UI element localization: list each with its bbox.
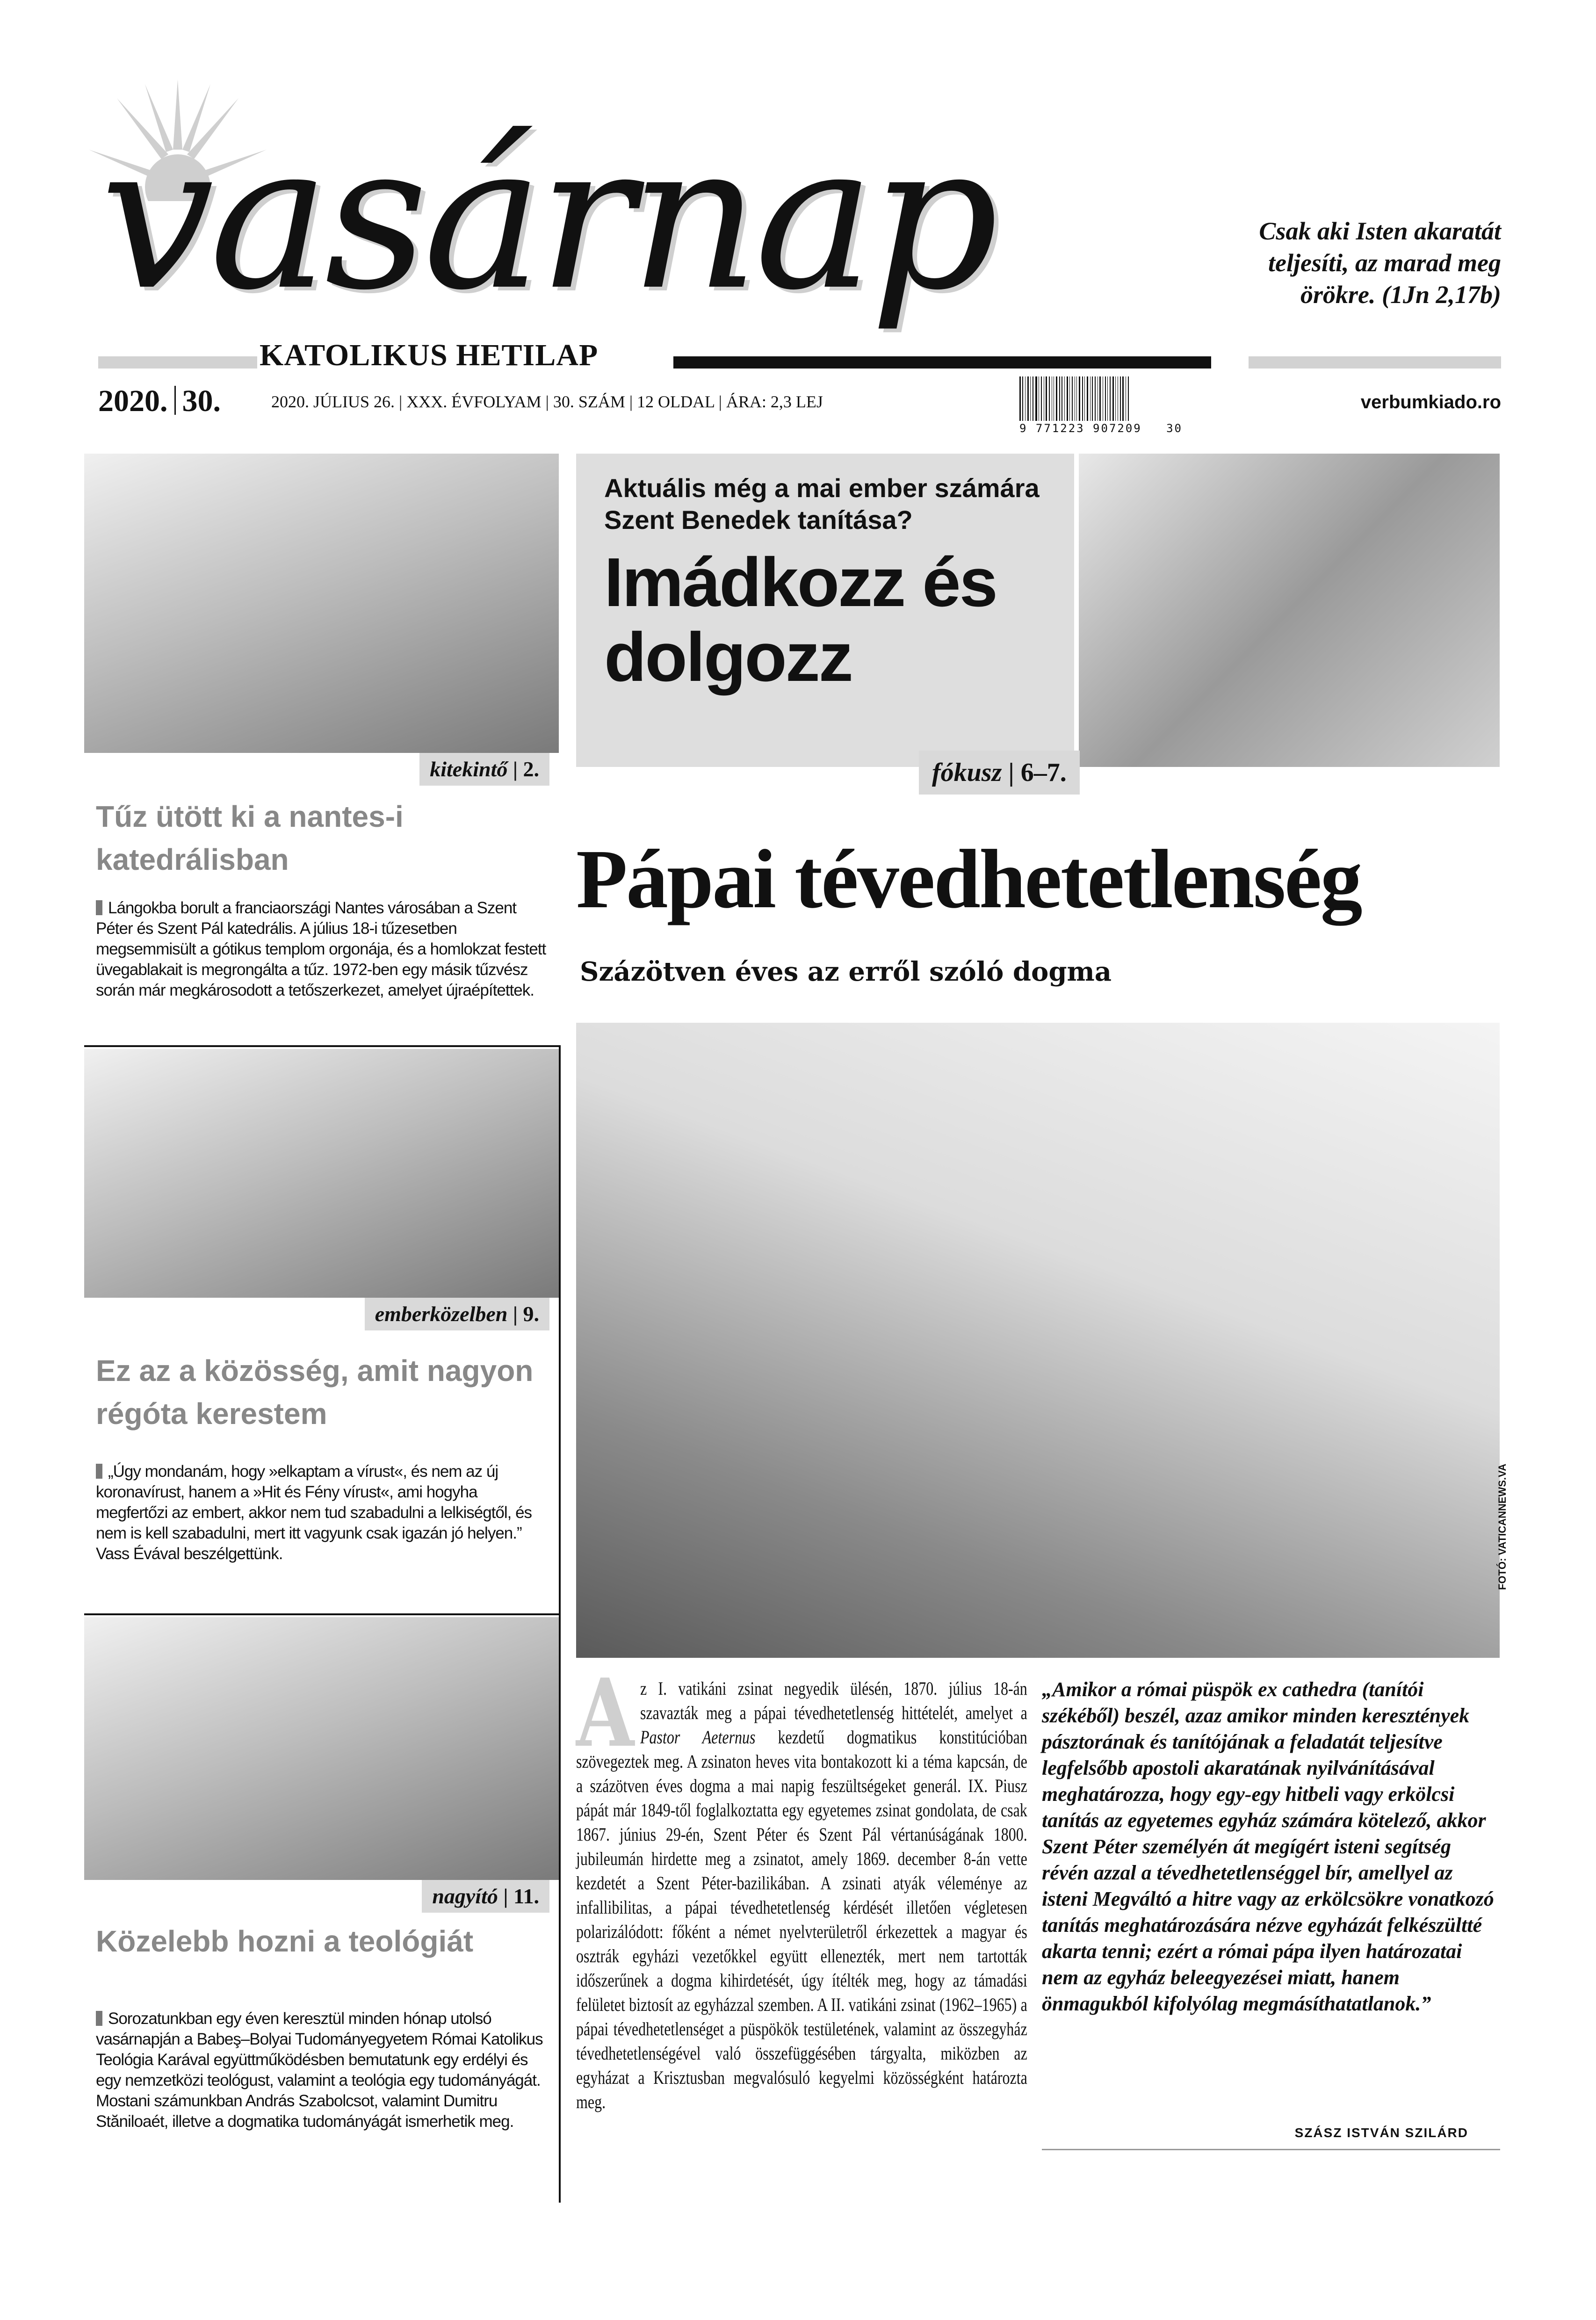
divider bbox=[1042, 2149, 1500, 2150]
barcode-bar bbox=[1059, 376, 1060, 421]
saint-peter-statue-photo bbox=[576, 1023, 1500, 1658]
section-tag: emberközelben | 9. bbox=[365, 1298, 549, 1330]
barcode-bar bbox=[1019, 376, 1021, 421]
cathedral-fire-photo bbox=[84, 454, 559, 753]
divider bbox=[98, 356, 257, 369]
barcode-bar bbox=[1115, 376, 1116, 421]
section-tag: kitekintő | 2. bbox=[419, 753, 549, 786]
barcode-bar bbox=[1122, 376, 1124, 421]
focus-headline[interactable]: Imádkozz és dolgozz bbox=[604, 544, 997, 696]
barcode-bar bbox=[1084, 376, 1085, 421]
barcode-bar bbox=[1110, 376, 1111, 421]
section-tag: fókusz | 6–7. bbox=[919, 751, 1080, 795]
barcode-number: 9 771223 907209 30 bbox=[1019, 422, 1183, 435]
barcode-bar bbox=[1092, 376, 1093, 421]
barcode-bar bbox=[1087, 376, 1088, 421]
article-body: Az I. vatikáni zsinat negyedik ülésén, 1870. július 18-án szavazták meg a pápai tévedhetetlenség hittételét, amelyet a Pastor Aeternus kezdetű dogmatikus konstitúcióban szövegeztek meg. A zsinaton heves vita bontakozott ki a téma kapcsán, de a százötven éves dogma a mai napig feszültségeket generál. IX. Piusz pápát már 1849-től foglalkoztatta egy egyetemes zsinat gondolata, de csak 1867. június 29-én, Szent Péter és Szent Pál vértanúságának 1800. jubileumán hirdette meg a zsinatot, amely 1869. december 8-án vette kezdetét a Szent Péter-bazilikában. A zsinati atyák véleménye az infallibilitas, a pápai tévedhetetlenség kérdését illetően végletesen polarizálódott: főként a német nyelvterületről érkezettek a magyar és osztrák egyházi vezetőkkel együtt ellenezték, mert nem tartották időszerűnek a dogma kihirdetését, úgy ítélték meg, hogy az támadási felületet biztosít az egyházzal szemben. A II. vatikáni zsinat (1962–1965) a pápai tévedhetetlenséget a püspökök testületének, valamint az összegyház tévedhetetlenségével való összefüggésében tárgyalta, miközben az egyházat a Krisztusban megvalósuló kegyelmi közösségként határozta meg. bbox=[576, 1658, 1027, 2112]
theologian-portrait-photo bbox=[84, 1617, 559, 1880]
main-subheadline: Százötven éves az erről szóló dogma bbox=[580, 956, 1112, 987]
drop-cap: A bbox=[576, 1658, 635, 1768]
saint-benedict-fresco-photo bbox=[1079, 454, 1500, 767]
photo-credit: FOTÓ: VATICANNEWS.VA bbox=[1496, 1463, 1508, 1590]
community-group-photo bbox=[84, 1049, 559, 1298]
divider bbox=[673, 356, 1211, 369]
issue-no: 30. bbox=[182, 384, 221, 418]
barcode-bar bbox=[1095, 376, 1096, 421]
barcode-bar bbox=[1099, 376, 1101, 421]
barcode-bar bbox=[1056, 376, 1057, 421]
issue-year: 2020. bbox=[98, 384, 168, 418]
barcode-bar bbox=[1072, 376, 1073, 421]
barcode-bar bbox=[1128, 376, 1129, 421]
barcode-bar bbox=[1076, 376, 1077, 421]
barcode bbox=[1019, 376, 1206, 421]
article-lead: „Úgy mondanám, hogy »elkaptam a vírust«, és nem az új koronavírust, hanem a »Hit és Fény vírust«, ami hogyha megfertőzi az embert, akkor nem tud szabadulni a lelkiségtől, és nem is kell szabadulni, mert itt vagyunk csak igazán jó helyen.” Vass Évával beszélgettünk. bbox=[96, 1462, 532, 1563]
barcode-bar bbox=[1107, 376, 1108, 421]
pull-quote: „Amikor a római püspök ex cathedra (tanítói székéből) beszél, azaz amikor minden keresztények pásztorának és tanítójának a feladatát teljesítve legfelsőbb apostoli akaratának nyilvánításával meghatározza, hogy egy-egy hitbeli vagy erkölcsi tanítás az egyetemes egyház számára kötelező, akkor Szent Péter személyén át megígért isteni segítség révén azzal a tévedhetetlenséggel bír, amellyel az isteni Megváltó a hitre vagy az erkölcsökre vonatkozó tanítás meghatározására nézve egyházát felkészültté akarta tenni; ezért a római pápa ilyen határozatai nem az egyház beleegyezései miatt, hanem önmagukból kifolyólag megmásíthatatlanok.” bbox=[1042, 1678, 1494, 2015]
article-lead: Lángokba borult a franciaországi Nantes városában a Szent Péter és Szent Pál katedrális. A július 18-i tűzesetben megsemmisült a gótikus templom orgonája, és a homlokzat festett üvegablakait is megrongálta a tűz. 1972-ben egy másik tűzvész során már megkárosodott a tetőszerkezet, amelyet újraépítettek. bbox=[96, 899, 546, 999]
masthead-logo: vasárnap bbox=[101, 101, 994, 334]
barcode-bar bbox=[1069, 376, 1070, 421]
barcode-bar bbox=[1030, 376, 1031, 421]
issue-number bbox=[98, 383, 221, 419]
divider bbox=[1249, 356, 1501, 369]
article-headline[interactable]: Közelebb hozni a teológiát bbox=[96, 1924, 474, 1958]
issue-meta: 2020. JÚLIUS 26. | XXX. ÉVFOLYAM | 30. SZÁM | 12 OLDAL | ÁRA: 2,3 LEJ bbox=[271, 392, 823, 411]
main-headline[interactable]: Pápai tévedhetetlenség bbox=[576, 832, 1361, 925]
barcode-bar bbox=[1067, 376, 1068, 421]
barcode-bar bbox=[1022, 376, 1023, 421]
article-lead: Sorozatunkban egy éven keresztül minden hónap utolsó vasárnapján a Babeş–Bolyai Tudományegyetem Római Katolikus Teológia Karával együttműködésben bemutatunk egy erdélyi és egy nemzetközi teológust, valamint a teológia egy tudományágát. Mostani számunkban András Szabolcsot, valamint Dumitru Stăniloaét, illetve a dogmatika tudományágát ismerhetik meg. bbox=[96, 2009, 543, 2131]
article-headline[interactable]: Tűz ütött ki a nantes-i katedrálisban bbox=[96, 800, 404, 876]
focus-box bbox=[576, 454, 1074, 767]
barcode-bar bbox=[1035, 376, 1037, 421]
section-tag: nagyító | 11. bbox=[422, 1880, 549, 1913]
barcode-bar bbox=[1105, 376, 1106, 421]
barcode-bar bbox=[1064, 376, 1065, 421]
article-headline[interactable]: Ez az a közösség, amit nagyon régóta kerestem bbox=[96, 1354, 534, 1431]
barcode-bar bbox=[1041, 376, 1042, 421]
divider bbox=[84, 1045, 559, 1047]
barcode-bar bbox=[1112, 376, 1114, 421]
divider bbox=[84, 1613, 559, 1615]
author-name: SZÁSZ ISTVÁN SZILÁRD bbox=[1294, 2125, 1468, 2140]
motto-quote: Csak aki Isten akaratát teljesíti, az marad meg örökre. (1Jn 2,17b) bbox=[1259, 217, 1501, 309]
barcode-bar bbox=[1082, 376, 1083, 421]
focus-kicker: Aktuális még a mai ember számára Szent Benedek tanítása? bbox=[604, 473, 1040, 535]
barcode-bar bbox=[1120, 376, 1121, 421]
barcode-bar bbox=[1079, 376, 1080, 421]
website-link[interactable]: verbumkiado.ro bbox=[1360, 392, 1501, 412]
barcode-bar bbox=[1046, 376, 1047, 421]
masthead-subtitle: KATOLIKUS HETILAP bbox=[260, 338, 599, 372]
column-divider bbox=[559, 1045, 561, 2203]
barcode-bar bbox=[1027, 376, 1029, 421]
barcode-bar bbox=[1049, 376, 1050, 421]
